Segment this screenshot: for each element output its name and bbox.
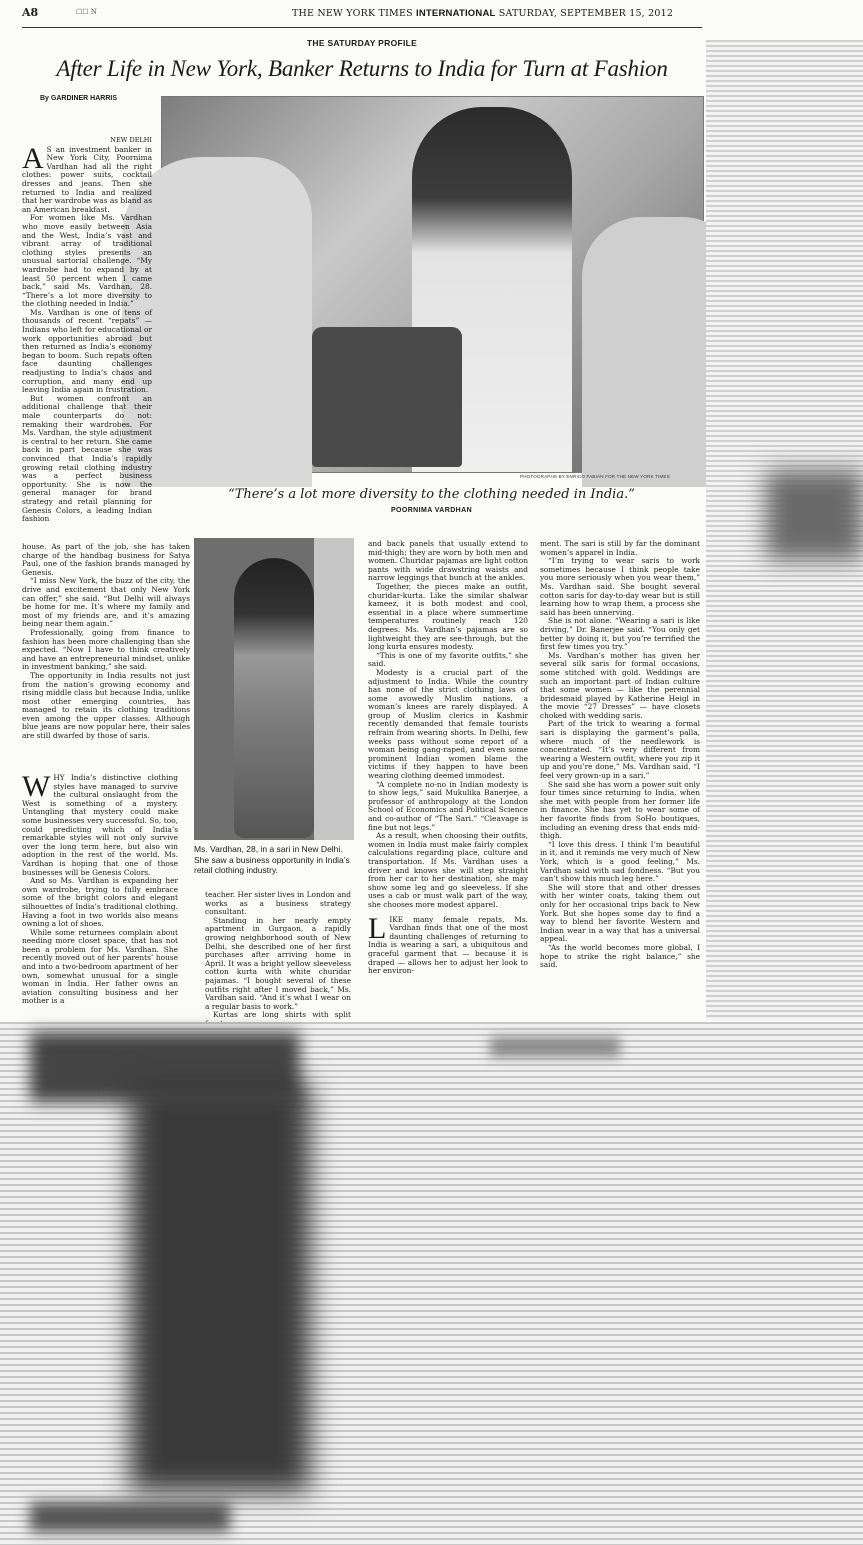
paragraph: Kurtas are long shirts with split <box>213 1010 351 1020</box>
pull-quote: “There’s a lot more diversity to the clothing needed in India.” <box>228 487 635 502</box>
paragraph: “I’m trying to wear saris to work sometimes because I think people take you more seriously when you wear them,” Ms. Vardhan said. She bought several cotton saris for day-to-day wear but is still learning how to wrap them, a process she said has been unnerving. <box>540 556 700 617</box>
blurred-lower-page <box>0 1022 863 1545</box>
paragraph: “This is one of my favorite outfits,” she said. <box>368 650 528 669</box>
handbag <box>312 327 462 467</box>
paragraph: S an investment banker in New York City, Poornima Vardhan had all the right clothes: power suits, cocktail dresses and jeans. Then she returned to India and realized that her wardrobe was as bland as an American breakfast. <box>22 144 152 214</box>
page-number: A8 <box>22 6 39 19</box>
paragraph: But women confront an additional challenge that their male counterparts do not: remaking their wardrobes. For Ms. Vardhan, the style adjustment is central to her return. She came back in part because she was convinced that India’s rapidly growing retail clothing industry was a perfect business opportunity. She is now the general manager for brand strategy and retail planning for Genesis Colors, a leading Indian fashion <box>22 393 152 524</box>
paragraph: Standing in her nearly empty apartment in Gurgaon, a rapidly growing neighborhood south of New Delhi, she described one of her first purchases after arriving home in April. It was a bright yellow sleeveless cotton kurta with white churidar pajamas. “I bought several of these outfits right after I moved back,” Ms. Vardhan said. “And it’s what I wear on a regular basis to work.” <box>205 915 351 1011</box>
drop-cap: L <box>368 911 387 945</box>
paragraph: She said she has worn a power suit only four times since returning to India, when she met with people from her former life in finance. She has yet to wear some of her favorite finds from SoHo boutiques, including an evening dress that ends mid-thigh. <box>540 779 700 841</box>
kicker: THE SATURDAY PROFILE <box>306 38 418 48</box>
paragraph: She is not alone. “Wearing a sari is like driving,” Dr. Banerjee said. “You only get better by doing it, but you’re terrified the first few times you try.” <box>540 616 700 652</box>
paragraph: “I miss New York, the buzz of the city, the drive and excitement that only New York can offer,” she said. “But Delhi will always be home for me. It’s where my family and most of my friends are, and it’s amazing being near them again.” <box>22 576 190 629</box>
issue-date: SATURDAY, SEPTEMBER 15, 2012 <box>498 8 674 19</box>
section-name: INTERNATIONAL <box>416 8 496 19</box>
window-light <box>314 538 354 840</box>
column-1-continued <box>22 542 190 741</box>
headline: After Life in New York, Banker Returns to India for Turn at Fashion <box>56 56 668 81</box>
main-photo <box>161 96 704 473</box>
paragraph: “A complete no-no in Indian modesty is to show legs,” said Mukulika Banerjee, a professor of anthropology at the London School of Economics and Political Science and co-author of “The Sari.” “Cleavage is fine but not legs.” <box>368 779 528 832</box>
blurred-photo <box>130 1082 310 1492</box>
dateline: NEW DELHI <box>110 136 152 144</box>
paragraph: As a result, when choosing their outfits, women in India must make fairly complex calculations regarding place, culture and transportation. If Ms. Vardhan uses a driver and knows she will step straight from her car to her destination, she may show some leg and go sleeveless. If she uses a cab or must walk part of the way, she chooses more modest apparel. <box>368 831 528 909</box>
photo-caption: Ms. Vardhan, 28, in a sari in New Delhi. She saw a business opportunity in India’s retail clothing industry. <box>194 844 350 875</box>
paragraph: Part of the trick to wearing a formal sari is displaying the garment’s palla, where much of the needlework is concentrated. “It’s very different from wearing a Western outfit, where you zip it up and you’re done,” Ms. Vardhan said. “I feel very grown-up in a sari.” <box>540 719 700 781</box>
paragraph: Ms. Vardhan is one of tens of thousands of recent “repats” — Indians who left for educational or work opportunities abroad but then returned as India’s economy began to boom. Such repats often face daunting challenges readjusting to India’s chaos and corruption, and many end up leaving India again in frustration. <box>22 307 152 395</box>
masthead-line <box>292 8 673 19</box>
paper-name: THE NEW YORK TIMES <box>292 8 413 19</box>
masthead-rule <box>22 27 702 28</box>
paragraph: Professionally, going from finance to fashion has been more challenging than she expected. “Now I have to think creatively and have an entrepreneurial mindset, unlike in investment banking,” she said. <box>22 627 190 672</box>
paragraph: Together, the pieces make an outfit, churidar-kurta. Like the similar shalwar kameez, it is both modest and cool, essential in a place where summertime temperatures routinely reach 120 degrees. Ms. Vardhan’s pajamas are so lightweight they are see-through, but the long kurta ensures modesty. <box>368 581 528 652</box>
blurred-adjacent-column <box>706 40 863 1020</box>
paragraph: While some returnees complain about needing more closet space, that has not been a problem for Ms. Vardhan. She recently moved out of her parents’ house and into a two-bedroom apartment of her own, somewhat unusual for a single woman in India. Her father owns an aviation consulting business and her mother is a <box>22 927 178 1006</box>
drop-cap: A <box>22 141 44 175</box>
paragraph: “As the world becomes more global, I hope to strike the right balance,” she said. <box>540 942 700 970</box>
paragraph: The opportunity in India results not just from the nation’s growing economy and rising middle class but because India, unlike most other emerging countries, has managed to retain its clothing traditions even among the upper classes. Although blue jeans are now popular here, their sales are still dwarfed by those of saris. <box>22 670 190 741</box>
paragraph: and back panels that usually extend to mid-thigh; they are worn by both men and women. Churidar pajamas are light cotton pants with wide drawstring waists and narrow leggings that bunch at the ankles. <box>368 539 528 583</box>
blurred-kicker <box>490 1037 620 1057</box>
paragraph: Ms. Vardhan’s mother has given her several silk saris for formal occasions, some stitched with gold. Weddings are such an important part of Indian culture that some women — like the perennial bridesmaid played by Katherine Heigl in the movie “27 Dresses” — have closets choked with wedding saris. <box>540 650 700 720</box>
column-2 <box>205 890 351 1020</box>
column-4 <box>540 540 700 1016</box>
photo-credit: PHOTOGRAPHS BY ENRICO FABIAN FOR THE NEW YORK TIMES <box>520 474 670 479</box>
paragraph: HY India’s distinctive clothing styles have managed to survive the cultural onslaught from the West is something of a mystery. Untangling that mystery could make some businesses very successful. So, too, could predicting which of India’s remarkable styles will not only survive over the long term here, but also win adoption in the rest of the world. Ms. Vardhan is hoping that one of those businesses will be Genesis Colors. <box>22 773 178 877</box>
masthead <box>0 0 863 30</box>
pull-quote-source: POORNIMA VARDHAN <box>390 507 473 514</box>
column-3 <box>368 540 528 1016</box>
paragraph: IKE many female repats, Ms. Vardhan finds that one of the most daunting challenges of returning to India is wearing a sari, a ubiquitous and graceful garment that — because it is draped — allows her to adjust her look to her environ- <box>368 914 528 976</box>
paragraph: And so Ms. Vardhan is expanding her own wardrobe, trying to fully embrace some of the bright colors and elegant silhouettes of India’s traditional clothing. Having a foot in two worlds also means owning a lot of shoes. <box>22 876 178 929</box>
paragraph: ment. The sari is still by far the dominant women’s apparel in India. <box>540 539 700 557</box>
paragraph: “I love this dress. I think I’m beautiful in it, and it reminds me very much of New York, which is a good feeling,” Ms. Vardhan said with sad fondness. “But you can’t show this much leg here.” <box>540 839 700 884</box>
sari-photo <box>194 538 350 840</box>
column-1-section-2 <box>22 770 178 1014</box>
paragraph: She will store that and other dresses with her winter coats, taking them out only for her occasional trips back to New York. But she hopes some day to find a way to blend her favorite Western and Indian wear in a way that has a universal appeal. <box>540 882 700 944</box>
woman-in-sari <box>234 558 314 838</box>
byline: By GARDINER HARRIS <box>40 95 118 102</box>
blurred-subhead <box>30 1502 230 1532</box>
blurred-image <box>766 470 863 560</box>
edition-mark: ☐☐ N <box>76 8 97 16</box>
paragraph: teacher. Her sister lives in London and works as a business strategy consultant. <box>205 890 351 917</box>
paragraph: Modesty is a crucial part of the adjustment to India. While the country has none of the strict clothing laws of some avowedly Muslim nations, a woman’s knees are rarely displayed. A group of Muslim clerics in Kashmir recently demanded that female tourists refrain from wearing shorts. In Delhi, few weeks pass without some report of a woman being gang-raped, and even some prominent Indian women blame the victims if they happen to have been wearing clothing deemed immodest. <box>368 667 528 781</box>
drop-cap: W <box>22 770 51 803</box>
paragraph: For women like Ms. Vardhan who move easily between Asia and the West, India’s vast and vibrant array of traditional clothing styles presents an unusual sartorial challenge. “My wardrobe had to expand by at least 50 percent when I came back,” said Ms. Vardhan, 28. “There’s a lot more diversity to the clothing needed in India.” <box>22 213 152 309</box>
paragraph: house. As part of the job, she has taken charge of the handbag business for Satya Paul, one of the fashion brands managed by Genesis. <box>22 542 190 577</box>
